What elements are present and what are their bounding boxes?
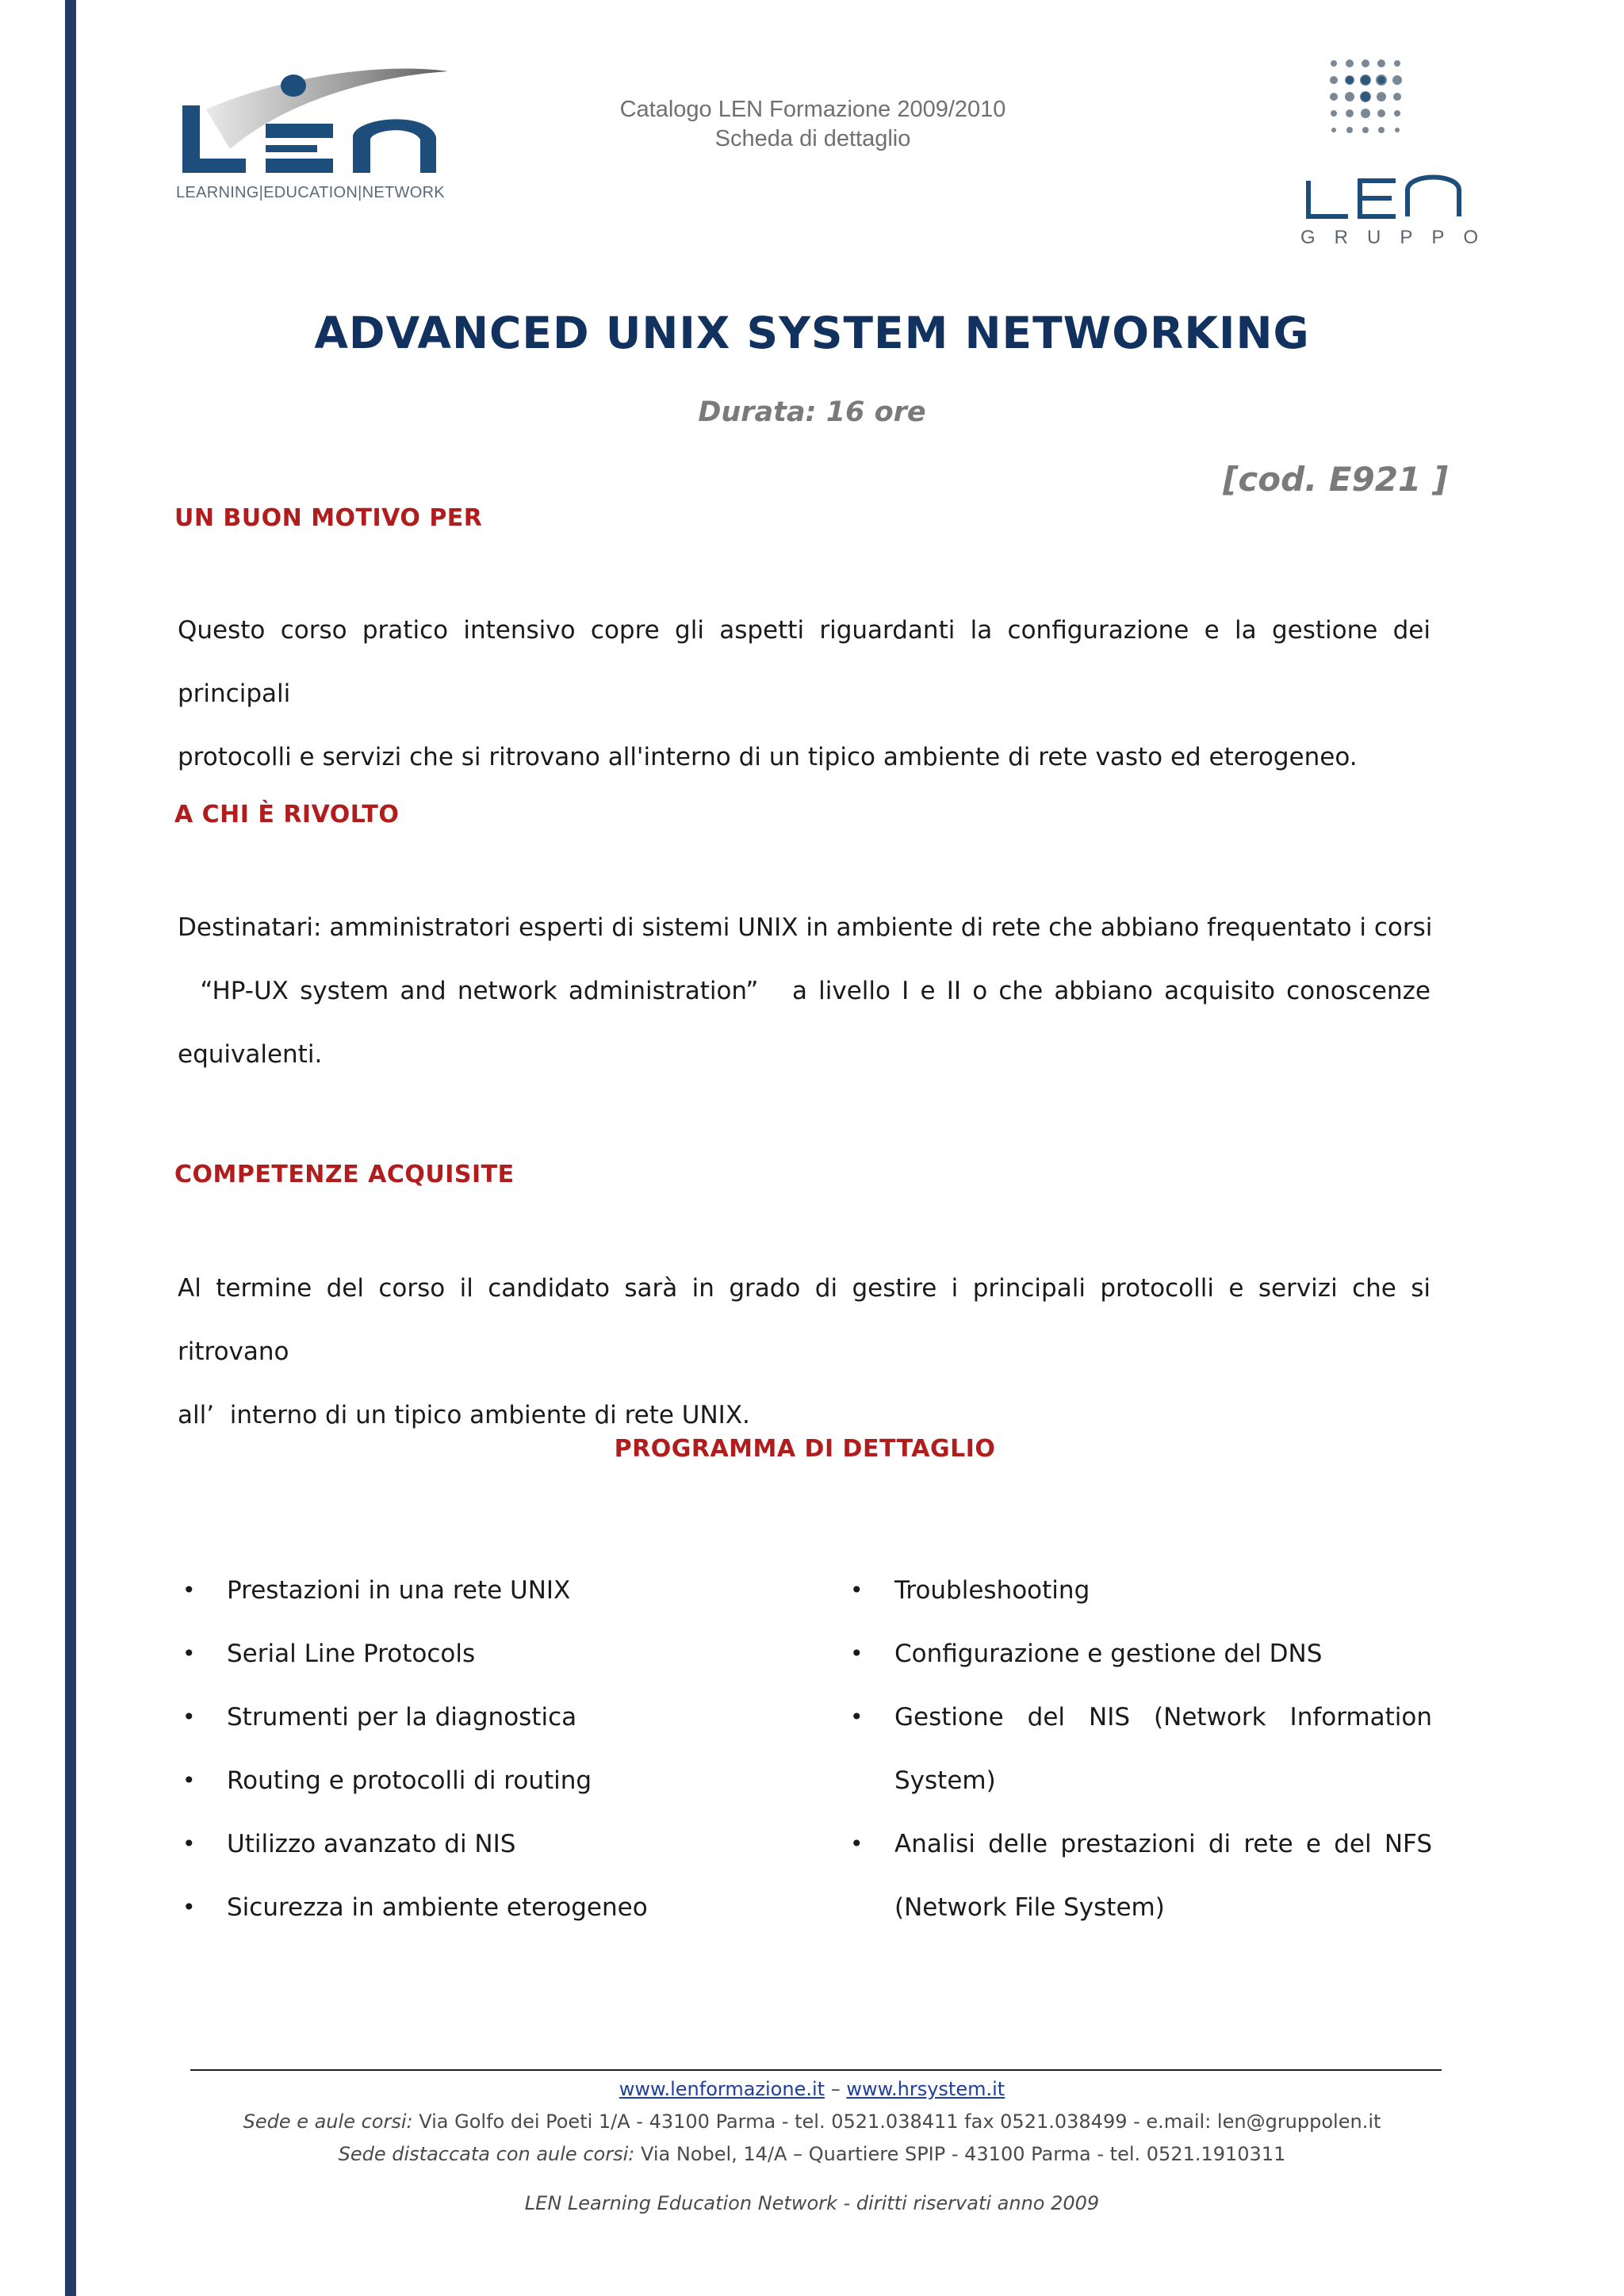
text-line: “HP-UX system and network administration” a livello I e II o che abbiano acquisito conoscenze (178, 977, 1431, 1005)
list-item: • Prestazioni in una rete UNIX (178, 1559, 780, 1622)
text-line: all’ interno di un tipico ambiente di rete UNIX. (178, 1401, 750, 1429)
catalog-header (555, 95, 1071, 154)
catalog-subtitle: Scheda di dettaglio (714, 126, 911, 151)
list-item (845, 1559, 1432, 1622)
section-text-motivo (178, 599, 1431, 789)
text-line: Questo corso pratico intensivo copre gli aspetti riguardanti la configurazione e la gestione dei principali (178, 616, 1431, 708)
len-gruppo-logo (1293, 54, 1475, 252)
page-left-border (65, 0, 76, 2296)
course-duration: Durata: 16 ore (698, 396, 926, 428)
section-heading-motivo: UN BUON MOTIVO PER (174, 504, 483, 532)
footer-link-lenformazione[interactable]: www.lenformazione.it (619, 2078, 825, 2100)
text-line: Al termine del corso il candidato sarà in grado di gestire i principali protocolli e servizi che si ritrovano (178, 1274, 1431, 1366)
program-list-left (178, 1559, 780, 1939)
len-logo-tagline: LEARNING|EDUCATION|NETWORK (176, 184, 445, 201)
footer-sede (95, 2110, 1529, 2133)
list-item: • Utilizzo avanzato di NIS (178, 1812, 780, 1876)
footer-distaccata-text: Via Nobel, 14/A – Quartiere SPIP - 43100 Parma - tel. 0521.1910311 (634, 2143, 1286, 2165)
list-item: • Serial Line Protocols (178, 1622, 780, 1686)
program-list-right (845, 1559, 1432, 1939)
section-text-rivolto (178, 896, 1431, 1086)
footer-sede-distaccata (95, 2143, 1529, 2165)
list-item-text: • Analisi delle prestazioni di rete e del NFS (894, 1830, 1432, 1858)
footer-sede-label: Sede e aule corsi: (243, 2110, 413, 2133)
footer-links (95, 2078, 1529, 2100)
footer-link-separator: – (830, 2078, 841, 2100)
catalog-title: Catalogo LEN Formazione 2009/2010 (619, 97, 1006, 122)
section-text-competenze (178, 1257, 1431, 1447)
list-item: • Routing e protocolli di routing (178, 1749, 780, 1812)
list-item: • Strumenti per la diagnostica (178, 1686, 780, 1749)
section-heading-competenze: COMPETENZE ACQUISITE (174, 1161, 515, 1188)
list-item-text: Configurazione e gestione del DNS (894, 1640, 1323, 1668)
list-item-text: • Gestione del NIS (Network Information (894, 1703, 1432, 1732)
footer-rights: LEN Learning Education Network - diritti riservati anno 2009 (524, 2192, 1100, 2214)
footer-link-hrsystem[interactable]: www.hrsystem.it (846, 2078, 1005, 2100)
text-line: Destinatari: amministratori esperti di sistemi UNIX in ambiente di rete che abbiano frequentato i corsi (178, 913, 1433, 942)
section-heading-rivolto: A CHI È RIVOLTO (174, 801, 400, 828)
section-heading-programma: PROGRAMMA DI DETTAGLIO (614, 1435, 996, 1463)
footer-sede-text: Via Golfo dei Poeti 1/A - 43100 Parma - tel. 0521.038411 fax 0521.038499 - e.mail: len@gruppolen.it (412, 2110, 1381, 2133)
list-item-text: Troubleshooting (894, 1576, 1090, 1605)
text-line: equivalenti. (178, 1040, 323, 1069)
footer-distaccata-label: Sede distaccata con aule corsi: (338, 2143, 635, 2165)
course-code: [cod. E921 ] (1223, 460, 1448, 499)
list-item (845, 1622, 1432, 1686)
list-item-text-continued: System) (894, 1766, 996, 1795)
list-item (845, 1686, 1432, 1812)
footer-divider (190, 2069, 1442, 2071)
list-item-text-continued: (Network File System) (894, 1893, 1165, 1922)
gruppo-label: GRUPPO (1300, 227, 1498, 248)
list-item (845, 1812, 1432, 1939)
course-title: ADVANCED UNIX SYSTEM NETWORKING (314, 308, 1310, 358)
list-item: • Sicurezza in ambiente eterogeneo (178, 1876, 780, 1939)
text-line: protocolli e servizi che si ritrovano all'interno di un tipico ambiente di rete vasto ed eterogeneo. (178, 743, 1358, 771)
